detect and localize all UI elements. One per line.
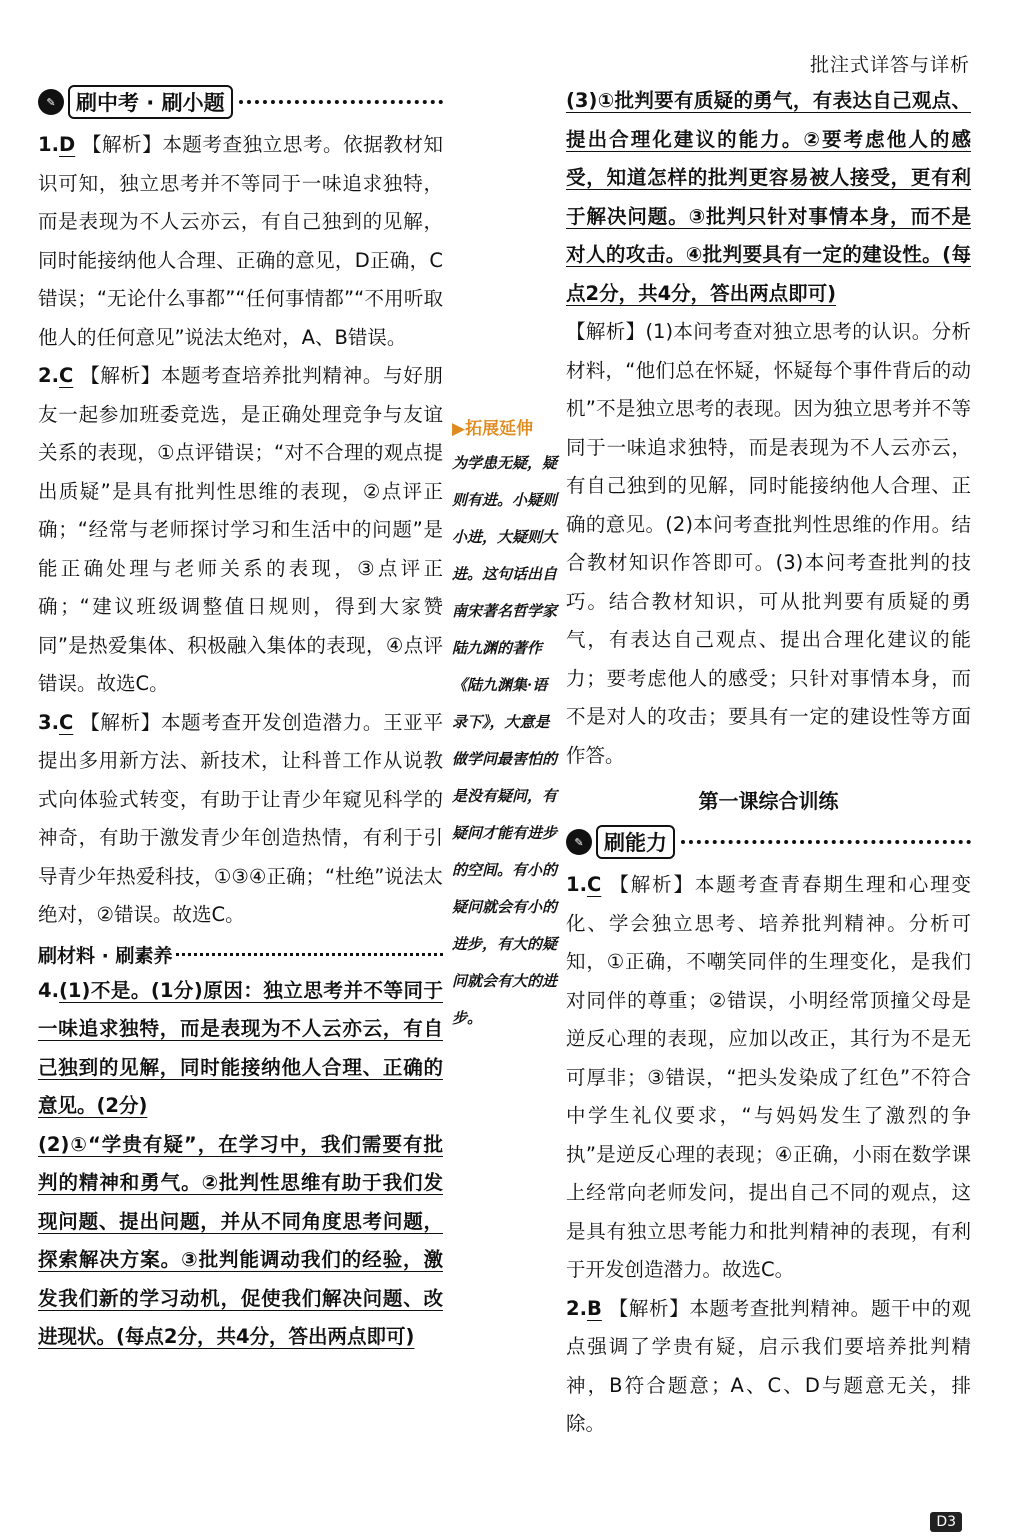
question-4-part-1 <box>38 972 443 1126</box>
question-3 <box>38 704 443 935</box>
review-question-1 <box>566 866 971 1290</box>
extension-text: 为学患无疑，疑则有进。小疑则小进，大疑则大进。这句话出自南宋著名哲学家陆九渊的著作《陆九渊集·语录下》，大意是做学问最害怕的是没有疑问，有疑问才能有进步的空间。有小的疑问就会有小的进步，有大的疑问就会有大的进步。 <box>452 454 558 1027</box>
q-answer: B <box>586 1296 602 1320</box>
q-answer: (1)不是。(1分)原因：独立思考并不等同于一味追求独特，而是表现为不人云亦云，有自己独到的见解，同时能接纳他人合理、正确的意见。(2分) <box>38 978 443 1117</box>
q-num: 1. <box>38 133 59 156</box>
q-answer: D <box>58 133 76 156</box>
left-column <box>38 82 443 1357</box>
section-title-1: 刷中考 · 刷小题 <box>68 85 233 119</box>
page-number: D3 <box>930 1512 962 1532</box>
book-icon: ✎ <box>38 89 64 115</box>
book-icon: ✎ <box>566 829 592 855</box>
q-text: 【解析】本题考查培养批判精神。与好朋友一起参加班委竞选，是正确处理竞争与友谊关系的表现，①点评错误；“对不合理的观点提出质疑”是具有批判性思维的表现，②点评正确；“经常与老师探讨学习和生活中的问题”是能正确处理与老师关系的表现，③点评正确；“建议班级调整值日规则，得到大家赞同”是热爱集体、积极融入集体的表现，④点评错误。故选C。 <box>38 364 443 695</box>
section-title-3: 刷能力 <box>596 825 675 859</box>
question-4-part-3 <box>566 82 971 313</box>
section-bar-2 <box>38 941 443 968</box>
q-answer: C <box>586 873 602 896</box>
q-num: 2. <box>566 1296 587 1320</box>
section-bar-3 <box>566 822 971 862</box>
q-answer: (2)①“学贵有疑”，在学习中，我们需要有批判的精神和勇气。②批判性思维有助于我们发现问题、提出问题，并从不同角度思考问题，探索解决方案。③批判能调动我们的经验，激发我们新的学习动机，促使我们解决问题、改进现状。(每点2分，共4分，答出两点即可) <box>38 1132 443 1348</box>
q-answer: C <box>58 710 74 734</box>
running-header: 批注式详答与详析 <box>809 54 970 76</box>
q-text: 【解析】本题考查青春期生理和心理变化、学会独立思考、培养批判精神。分析可知，①正确，不嘲笑同伴的生理变化，是我们对同伴的尊重；②错误，小明经常顶撞父母是逆反心理的表现，应加以改正，其行为不是无可厚非；③错误，“把头发染成了红色”不符合中学生礼仪要求，“与妈妈发生了激烈的争执”是逆反心理的表现；④正确，小雨在数学课上经常向老师发问，提出自己不同的观点，这是具有独立思考能力和批判精神的表现，有利于开发创造潜力。故选C。 <box>566 873 971 1281</box>
divider <box>239 100 443 104</box>
review-question-2 <box>566 1290 971 1444</box>
extension-title: ▶拓展延伸 <box>452 419 534 439</box>
question-4-part-2 <box>38 1126 443 1357</box>
divider <box>681 840 971 844</box>
q-text: 【解析】本题考查独立思考。依据教材知识可知，独立思考并不等同于一味追求独特，而是表现为不人云亦云，有自己独到的见解，同时能接纳他人合理、正确的意见，D正确，C错误；“无论什么事都”“任何事情都”“不用听取他人的任何意见”说法太绝对，A、B错误。 <box>38 133 443 349</box>
right-column <box>566 82 971 1444</box>
q-text: 【解析】本题考查批判精神。题干中的观点强调了学贵有疑，启示我们要培养批判精神，B符合题意；A、C、D与题意无关，排除。 <box>566 1296 971 1435</box>
section-title-2: 刷材料 · 刷素养 <box>38 944 173 967</box>
q-num: 4. <box>38 978 59 1002</box>
q-answer: (3)①批判要有质疑的勇气，有表达自己观点、提出合理化建议的能力。②要考虑他人的感受，知道怎样的批判更容易被人接受，更有利于解决问题。③批判只针对事情本身，而不是对人的攻击。④批判要具有一定的建设性。(每点2分，共4分，答出两点即可) <box>566 89 971 305</box>
q-num: 2. <box>38 364 59 387</box>
section-bar-1 <box>38 82 443 122</box>
lesson-title: 第一课综合训练 <box>698 789 839 813</box>
q-text: 【解析】本题考查开发创造潜力。王亚平提出多用新方法、新技术，让科普工作从说教式向体验式转变，有助于让青少年窥见科学的神奇，有助于激发青少年创造热情，有利于引导青少年热爱科技，①③④正确；“杜绝”说法太绝对，②错误。故选C。 <box>38 710 443 926</box>
divider <box>176 953 443 956</box>
extension-sidebar <box>452 414 558 1037</box>
q-num: 3. <box>38 710 59 734</box>
question-1 <box>38 126 443 357</box>
question-4-analysis: 【解析】(1)本问考查对独立思考的认识。分析材料，“他们总在怀疑，怀疑每个事件背后的动机”不是独立思考的表现。因为独立思考并不等同于一味追求独特，而是表现为不人云亦云，有自己独到的见解，同时能接纳他人合理、正确的意见。(2)本问考查批判性思维的作用。结合教材知识作答即可。(3)本问考查批判的技巧。结合教材知识，可从批判要有质疑的勇气，有表达自己观点、提出合理化建议的能力；要考虑他人的感受；只针对事情本身，而不是对人的攻击；要具有一定的建设性等方面作答。 <box>566 320 971 767</box>
question-2 <box>38 357 443 704</box>
q-answer: C <box>58 364 74 387</box>
q-num: 1. <box>566 873 587 896</box>
